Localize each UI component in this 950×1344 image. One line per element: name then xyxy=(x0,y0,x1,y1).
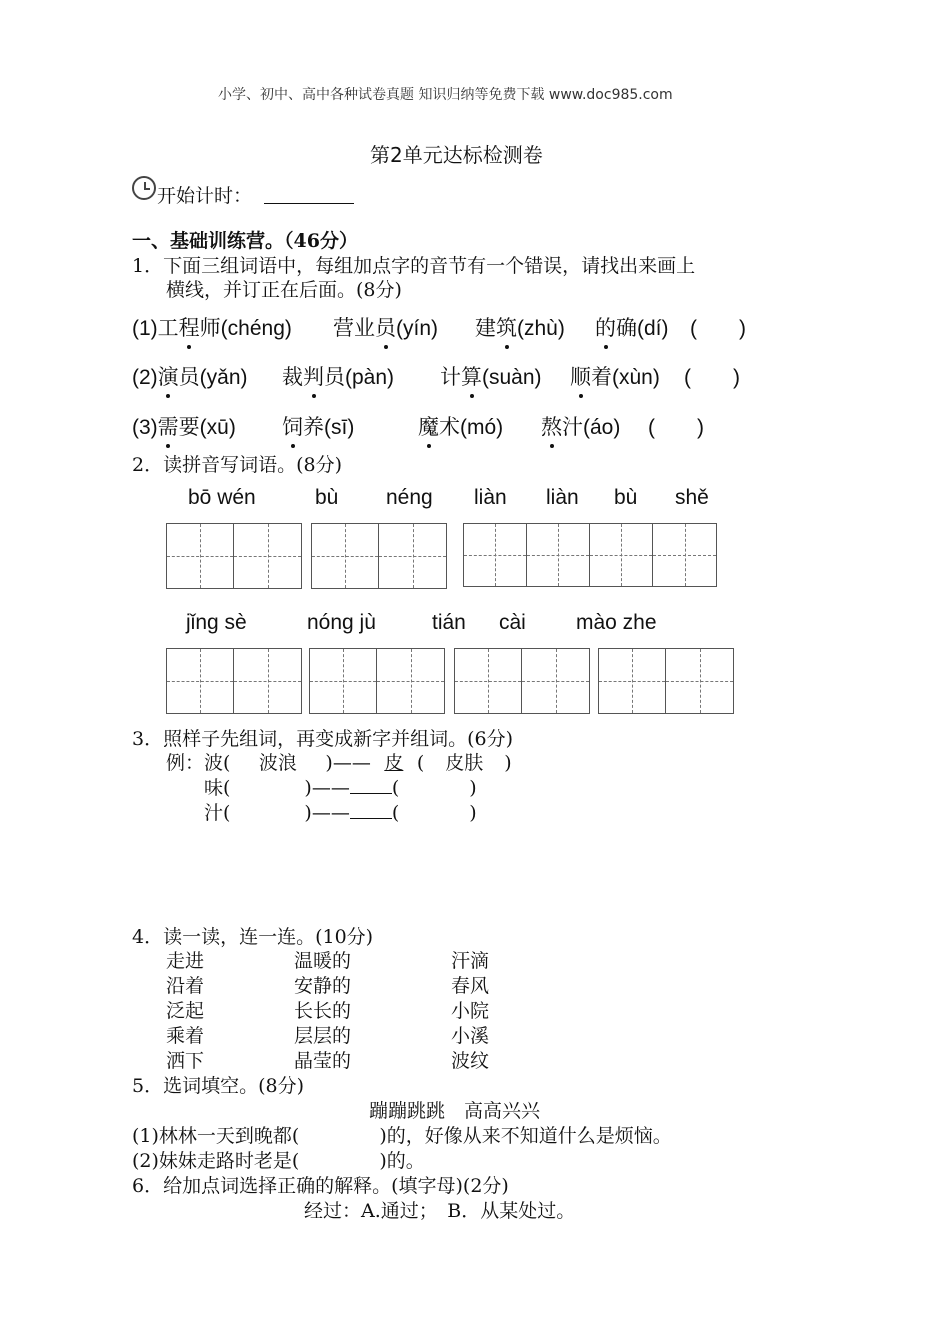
timer-label: 开始计时： xyxy=(157,185,253,207)
q4-col3-item[interactable]: 春风 xyxy=(451,975,490,997)
q4-col3-item[interactable]: 小溪 xyxy=(451,1025,490,1047)
timer-blank[interactable] xyxy=(264,203,354,204)
q5-sentence-1: (1)林林一天到晚都( )的，好像从来不知道什么是烦恼。 xyxy=(132,1125,672,1147)
q2-r1-pinyin-1: bō wén xyxy=(188,486,256,509)
q5-label: 5．选词填空。(8分) xyxy=(132,1075,305,1097)
q1-r1-answer[interactable]: ( ) xyxy=(690,317,746,340)
q2-r1-grid-3[interactable] xyxy=(463,523,717,587)
q4-col1-item[interactable]: 乘着 xyxy=(166,1025,205,1047)
q2-r2-grid-3[interactable] xyxy=(454,648,590,714)
q4-col2-item[interactable]: 安静的 xyxy=(294,975,352,997)
q2-r2-pinyin-5: mào zhe xyxy=(576,611,657,634)
q3-item-1: 味( )—— ( ) xyxy=(204,777,477,799)
q2-r1-pinyin-3: néng xyxy=(386,486,433,509)
q1-r3-word4: 熬汁(áo) xyxy=(541,411,620,441)
q1-r3-word1: (3)需要(xū) xyxy=(132,411,236,441)
q3-example: 例：波( 波浪 )—— 皮 ( 皮肤 ) xyxy=(166,752,512,774)
q3-item-1-blank[interactable] xyxy=(350,793,392,794)
q2-r1-pinyin-5: liàn xyxy=(546,486,579,509)
q1-r1-word3: 建筑(zhù) xyxy=(475,312,565,342)
q1-r2-word2: 裁判员(pàn) xyxy=(282,361,394,391)
q4-label: 4．读一读，连一连。(10分) xyxy=(132,926,374,948)
q2-r2-pinyin-4: cài xyxy=(499,611,526,634)
q2-r2-pinyin-1: jǐng sè xyxy=(186,611,247,634)
q4-col1-item[interactable]: 沿着 xyxy=(166,975,205,997)
q1-r1-word4: 的确(dí) xyxy=(595,312,669,342)
q1-r3-word3: 魔术(mó) xyxy=(418,411,503,441)
q4-col1-item[interactable]: 泛起 xyxy=(166,1000,205,1022)
q2-r1-grid-2[interactable] xyxy=(311,523,447,589)
q2-r1-pinyin-7: shě xyxy=(675,486,709,509)
q2-r1-pinyin-2: bù xyxy=(315,486,339,509)
q1-r2-word1: (2)演员(yǎn) xyxy=(132,361,248,391)
q4-col3-item[interactable]: 小院 xyxy=(451,1000,490,1022)
q2-r1-grid-1[interactable] xyxy=(166,523,302,589)
page-header: 小学、初中、高中各种试卷真题 知识归纳等免费下载 www.doc985.com xyxy=(218,87,673,103)
q2-r1-pinyin-4: liàn xyxy=(474,486,507,509)
clock-icon xyxy=(132,176,156,200)
q3-label: 3．照样子先组词，再变成新字并组词。(6分) xyxy=(132,728,514,750)
q5-options: 蹦蹦跳跳 高高兴兴 xyxy=(369,1100,541,1122)
q4-col1-item[interactable]: 洒下 xyxy=(166,1050,205,1072)
q4-col2-item[interactable]: 晶莹的 xyxy=(294,1050,352,1072)
q3-item-2-blank[interactable] xyxy=(350,818,392,819)
page-title: 第2单元达标检测卷 xyxy=(370,143,543,167)
q1-line1: 1．下面三组词语中，每组加点字的音节有一个错误，请找出来画上 xyxy=(132,255,696,277)
q4-col2-item[interactable]: 温暖的 xyxy=(294,950,352,972)
q1-line2: 横线，并订正在后面。(8分) xyxy=(166,279,402,301)
q5-sentence-2: (2)妹妹走路时老是( )的。 xyxy=(132,1150,425,1172)
q2-r2-pinyin-3: tián xyxy=(432,611,466,634)
q6-options: 经过：A.通过； B．从某处过。 xyxy=(304,1200,576,1222)
q4-col3-item[interactable]: 汗滴 xyxy=(451,950,490,972)
q2-label: 2．读拼音写词语。(8分) xyxy=(132,454,343,476)
q1-r2-word4: 顺着(xùn) xyxy=(570,361,660,391)
q1-r3-answer[interactable]: ( ) xyxy=(648,416,704,439)
q6-label: 6．给加点词选择正确的解释。(填字母)(2分) xyxy=(132,1175,509,1197)
q2-r1-pinyin-6: bù xyxy=(614,486,638,509)
q2-r2-grid-2[interactable] xyxy=(309,648,445,714)
q4-col3-item[interactable]: 波纹 xyxy=(451,1050,490,1072)
q3-item-2: 汁( )—— ( ) xyxy=(204,802,477,824)
q1-r1-word2: 营业员(yín) xyxy=(333,312,438,342)
section-one-heading: 一、基础训练营。（46分） xyxy=(132,230,358,252)
q1-r3-word2: 饲养(sī) xyxy=(282,411,354,441)
q1-r2-answer[interactable]: ( ) xyxy=(684,366,740,389)
q2-r2-grid-1[interactable] xyxy=(166,648,302,714)
q2-r2-grid-4[interactable] xyxy=(598,648,734,714)
q2-r2-pinyin-2: nóng jù xyxy=(307,611,376,634)
q1-r2-word3: 计算(suàn) xyxy=(440,361,542,391)
q4-col2-item[interactable]: 长长的 xyxy=(294,1000,352,1022)
q1-r1-word1: (1)工程师(chéng) xyxy=(132,312,292,342)
q4-col1-item[interactable]: 走进 xyxy=(166,950,205,972)
q4-col2-item[interactable]: 层层的 xyxy=(294,1025,352,1047)
